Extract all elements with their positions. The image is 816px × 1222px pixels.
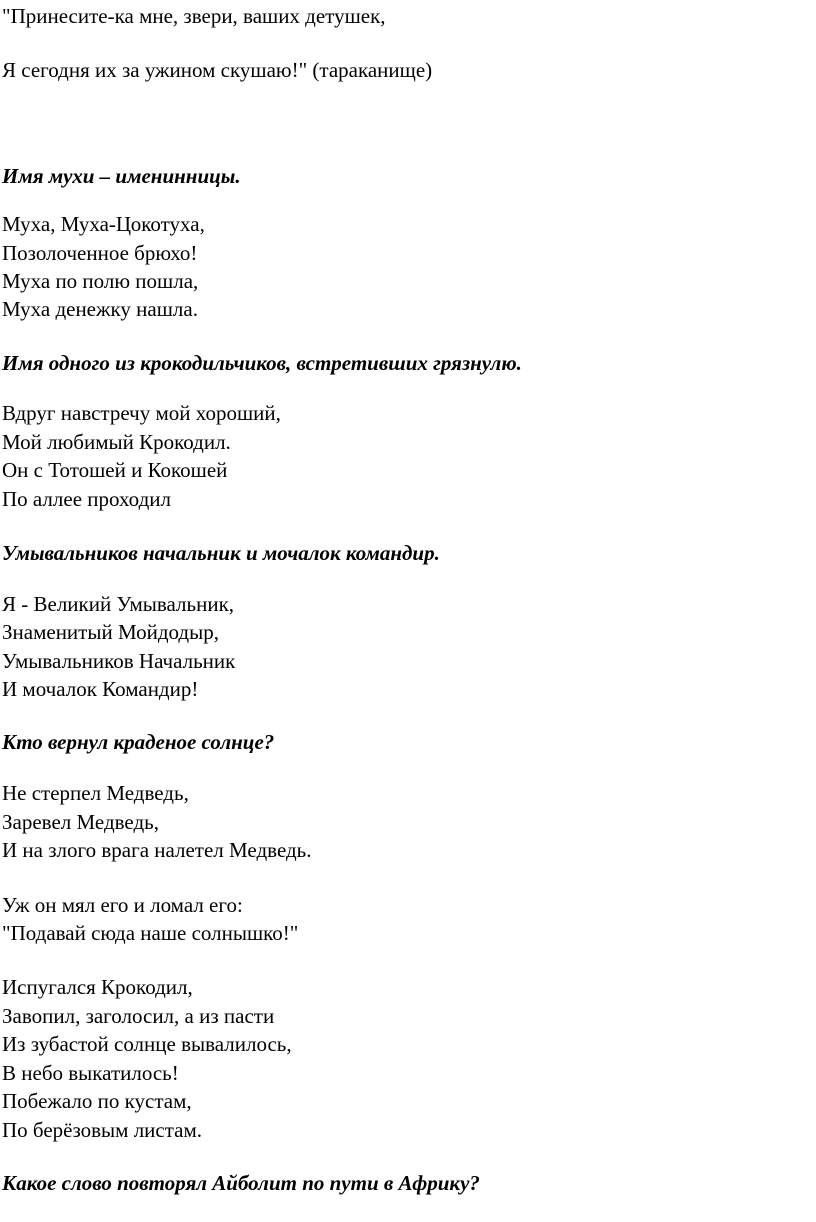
verse-line: Знаменитый Мойдодыр, <box>2 620 219 644</box>
verse-line: Позолоченное брюхо! <box>2 241 198 265</box>
verse-line: По аллее проходил <box>2 487 171 511</box>
verse-line: Я сегодня их за ужином скушаю!" (тараканище) <box>2 58 433 82</box>
verse-line: Испугался Крокодил, <box>2 975 193 999</box>
verse-line: Завопил, заголосил, а из пасти <box>2 1004 275 1028</box>
verse-line: Я - Великий Умывальник, <box>2 592 235 616</box>
question-heading: Имя одного из крокодильчиков, встретивших грязнулю. <box>2 351 522 375</box>
verse-line: "Принесите-ка мне, звери, ваших детушек, <box>2 4 386 28</box>
verse-line: Побежало по кустам, <box>2 1089 192 1113</box>
verse-line: Не стерпел Медведь, <box>2 781 189 805</box>
verse-line: Муха по полю пошла, <box>2 269 199 293</box>
verse-line: И мочалок Командир! <box>2 677 199 701</box>
verse-line: Вдруг навстречу мой хороший, <box>2 401 281 425</box>
verse-line: Из зубастой солнце вывалилось, <box>2 1032 292 1056</box>
question-heading: Имя мухи – именинницы. <box>2 164 241 188</box>
verse-line: Мой любимый Крокодил. <box>2 430 231 454</box>
verse-line: Заревел Медведь, <box>2 810 159 834</box>
verse-line: "Подавай сюда наше солнышко!" <box>2 921 299 945</box>
verse-line: Муха, Муха-Цокотуха, <box>2 212 205 236</box>
verse-line: В небо выкатилось! <box>2 1061 179 1085</box>
verse-line: По берёзовым листам. <box>2 1118 203 1142</box>
verse-line: И на злого врага налетел Медведь. <box>2 838 312 862</box>
verse-line: Муха денежку нашла. <box>2 297 198 321</box>
verse-line: Умывальников Начальник <box>2 649 236 673</box>
question-heading: Кто вернул краденое солнце? <box>2 730 275 754</box>
verse-line: Уж он мял его и ломал его: <box>2 893 243 917</box>
question-heading: Какое слово повторял Айболит по пути в Африку? <box>2 1171 480 1195</box>
question-heading: Умывальников начальник и мочалок командир. <box>2 541 440 565</box>
verse-line: Он с Тотошей и Кокошей <box>2 458 228 482</box>
